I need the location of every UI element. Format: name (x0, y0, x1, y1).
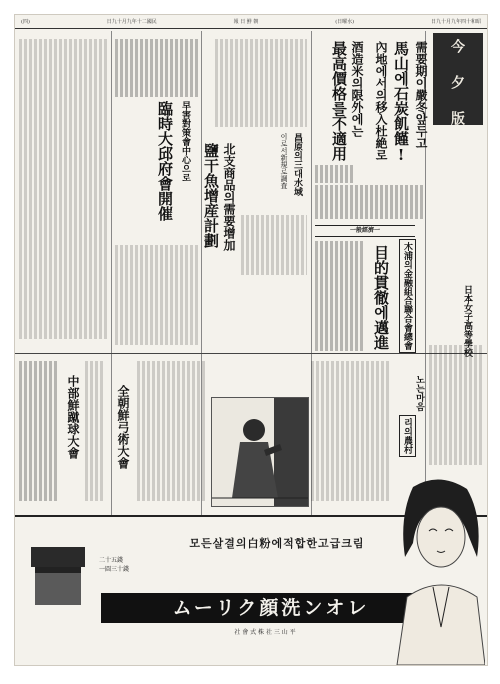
daegu-headline: 臨時大邱府會開催 (156, 101, 174, 221)
section-rule (15, 353, 487, 354)
illustration (211, 397, 309, 507)
body-text (85, 361, 105, 501)
body-text (19, 361, 59, 501)
body-text (315, 165, 355, 183)
changwon-headline: 昌原의三대水域 (292, 133, 302, 196)
body-text (241, 215, 307, 275)
north-headline: 北支商品의需要增加 (222, 143, 236, 251)
bank-headline: 木浦의金融組合聯合會總會 (399, 239, 416, 353)
masthead-center: 報 日 鮮 朝 (233, 19, 259, 25)
column-title-block (433, 33, 483, 128)
lead-kicker: 需要期이嚴冬앞두고 (414, 41, 428, 149)
rice-headline: 最高價格를不適用 (330, 41, 348, 161)
body-text (315, 185, 423, 219)
archery-headline: 全朝鮮弓術大會 (116, 385, 130, 469)
body-text (315, 241, 365, 351)
masthead-right-date: 日九十月九年四十和昭 (430, 19, 481, 25)
masthead-left: (四) (21, 19, 30, 25)
drought-kicker: 早害對策會中心으로 (180, 101, 190, 182)
lead-subhead: 內地에서의移入杜絶로 (374, 41, 388, 161)
body-text (215, 39, 307, 127)
masthead-issue: (日曜水) (335, 19, 355, 25)
body-text (429, 345, 483, 465)
body-text (311, 361, 389, 501)
column-title: 今 夕 版 (449, 39, 465, 128)
women-headline: 노는마음 (414, 375, 424, 411)
masthead-left-date: 日九十月九年十二國民 (106, 19, 157, 25)
body-text (115, 245, 199, 345)
column-rule (111, 31, 112, 515)
football-headline: 中部鮮蹴球大會 (66, 375, 80, 459)
ad-banner: ムーリク顔洗ンオレ (101, 593, 441, 623)
section-banner: 一般經濟一 (315, 225, 415, 237)
rural-headline: 리의農村 (399, 415, 416, 457)
woman-portrait (393, 477, 485, 665)
ad-price-b: 一圓三十錢 (99, 566, 130, 573)
ad-slogan: 모든살결의白粉에적합한고급크림 (189, 537, 365, 550)
ad-company: 社 會 式 株 社 三 山 平 (234, 629, 296, 636)
rice-kicker: 酒造米의限外에는 (350, 41, 364, 137)
salt-headline: 鹽干魚增産計劃 (202, 143, 220, 248)
lead-headline: 馬山에石炭飢饉! (392, 41, 410, 164)
school-headline: 日本女子高等學校 (462, 285, 472, 357)
body-text (19, 39, 107, 339)
body-text (115, 39, 199, 97)
body-text (137, 361, 207, 501)
goal-headline: 目的貫徹에邁進 (372, 245, 390, 350)
masthead (15, 15, 487, 29)
cream-jar-illustration (29, 545, 87, 607)
changwon-subhead: 이로서新規로調査 (280, 133, 288, 189)
ad-prices (99, 555, 135, 573)
ad-price-a: 二十五錢 (99, 557, 124, 564)
newspaper-page (14, 14, 488, 666)
